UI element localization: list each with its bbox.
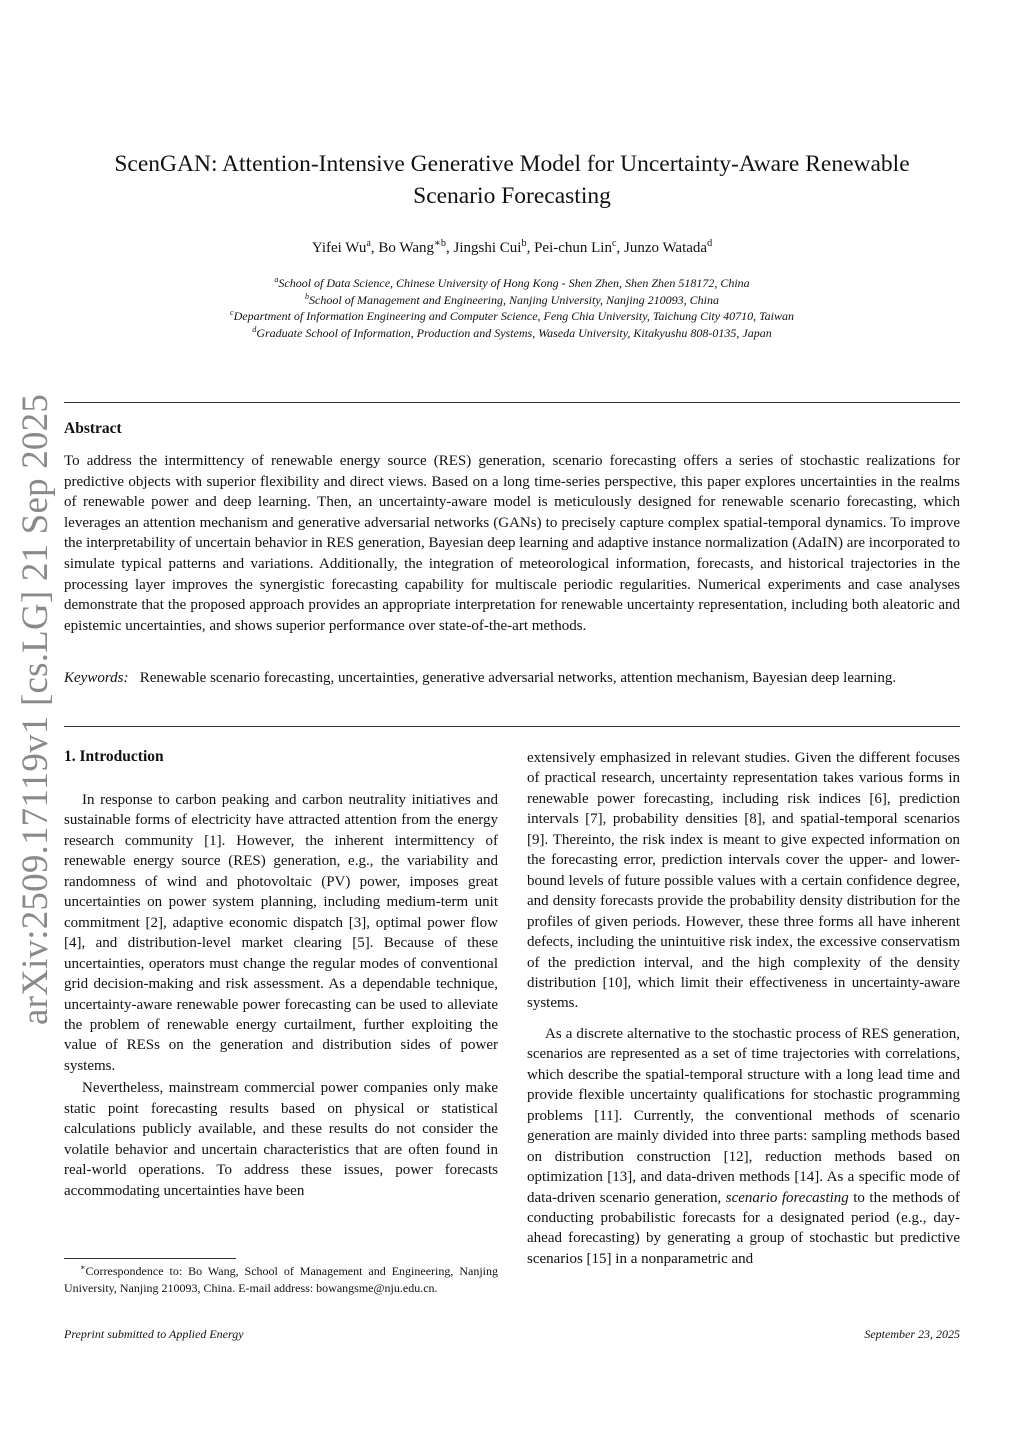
affiliation-list xyxy=(80,275,944,341)
emphasis-scenario-forecasting: scenario forecasting xyxy=(725,1189,849,1206)
abstract-text: To address the intermittency of renewable energy source (RES) generation, scenario forecasting offers a series of stochastic realizations for predictive objects with superior flexibility and direct views. Based on a long time-series perspective, this paper explores uncertainties in the realms of renewable power and deep learning. Then, an uncertainty-aware model is meticulously designed for renewable scenario forecasting, which leverages an attention mechanism and generative adversarial networks (GANs) to precisely capture complex spatial-temporal dynamics. To improve the interpretability of uncertain behavior in RES generation, Bayesian deep learning and adaptive instance normalization (AdaIN) are incorporated to simulate typical patterns and variations. Additionally, the integration of meteorological information, forecasts, and historical trajectories in the processing layer improves the synergistic forecasting capability for multiscale periodic regularities. Numerical experiments and case analyses demonstrate that the proposed approach provides an appropriate interpretation for renewable uncertainty representation, including both aleatoric and epistemic uncertainties, and shows superior performance over state-of-the-art methods. xyxy=(64,453,960,634)
author: Yifei Wu$^a$, xyxy=(311,238,379,256)
keywords xyxy=(64,668,960,689)
affiliation: $^d$Graduate School of Information, Production and Systems, Waseda University, Kitakyushu 808-0135, Japan xyxy=(252,324,772,340)
title-line-1: ScenGAN: Attention-Intensive Generative Model for Uncertainty-Aware Renewable xyxy=(114,151,910,177)
author: Pei-chun Lin$^c$, xyxy=(534,238,624,256)
correspondence-footnote: ∗Correspondence to: Bo Wang, School of Management and Engineering, Nanjing University, Nanjing 210093, China. E-mail address: bowangsme@nju.edu.cn. xyxy=(64,1263,498,1295)
author: Jingshi Cui$^b$, xyxy=(453,238,535,256)
affiliation: $^c$Department of Information Engineering and Computer Science, Feng Chia University, Taichung City 40710, Taiwan xyxy=(229,308,795,323)
paper-title xyxy=(80,148,944,212)
footer-preprint: Preprint submitted to Applied Energy xyxy=(64,1327,244,1341)
author: Bo Wang$^{∗b}$, xyxy=(378,238,454,256)
abstract-top-rule xyxy=(64,402,960,403)
abstract-heading: Abstract xyxy=(64,420,122,437)
intro-paragraph-1: In response to carbon peaking and carbon neutrality initiatives and sustainable forms of electricity have attracted attention from the energy research community [1]. However, the inherent intermittency of renewable energy source (RES) generation, e.g., the variability and randomness of wind and photovoltaic (PV) power, imposes great uncertainties on power system planning, including medium-term unit commitment [2], adaptive economic dispatch [3], optimal power flow [4], and distribution-level market clearing [5]. Because of these uncertainties, operators must change the regular modes of conventional grid decision-making and risk assessment. As a dependable technique, uncertainty-aware renewable power forecasting can be used to alleviate the problem of renewable energy curtailment, further exploiting the value of RESs on the generation and distribution sides of power systems. xyxy=(64,792,498,1074)
title-line-2: Scenario Forecasting xyxy=(413,183,611,209)
keywords-label: Keywords: xyxy=(64,670,129,686)
footer-date: September 23, 2025 xyxy=(864,1327,960,1341)
intro-paragraph-3: extensively emphasized in relevant studies. Given the different focuses of practical research, uncertainty representation takes various forms in renewable power forecasting, including risk indices [6], prediction intervals [7], probability densities [8], and spatial-temporal scenarios [9]. Thereinto, the risk index is meant to give expected information on the forecasting error, prediction intervals cover the upper- and lower-bound levels of future possible values with a certain confidence degree, and density forecasts provide the probability density distribution for the profiles of given periods. However, these three forms all have inherent defects, including the unintuitive risk index, the excessive conservatism of the prediction interval, and the high complexity of the density distribution [10], which limit their effectiveness in uncertainty-aware systems. xyxy=(527,750,960,1012)
keywords-text: Renewable scenario forecasting, uncertainties, generative adversarial networks, attention mechanism, Bayesian deep learning. xyxy=(139,670,897,686)
abstract-bottom-rule xyxy=(64,726,960,727)
intro-paragraph-4: As a discrete alternative to the stochastic process of RES generation, scenarios are represented as a set of time trajectories with correlations, which describe the spatial-temporal structure with a long lead time and provide flexible uncertainty qualifications for stochastic programming problems [11]. Currently, the conventional methods of scenario generation are mainly divided into three parts: sampling methods based on distribution construction [12], reduction methods based on optimization [13], and data-driven methods [14]. As a specific mode of data-driven scenario generation, scenario forecasting to the methods of conducting probabilistic forecasts for a designated period (e.g., day-ahead forecasting) by generating a group of stochastic but predictive scenarios [15] in a nonparametric and xyxy=(527,1025,960,1267)
affiliation: $^b$School of Management and Engineering, Nanjing University, Nanjing 210093, China xyxy=(304,291,720,307)
footnote-rule xyxy=(64,1258,236,1259)
intro-paragraph-2: Nevertheless, mainstream commercial power companies only make static point forecasting results based on physical or statistical calculations publicly available, and these results do not consider the volatile behavior and uncertain characteristics that are often found in real-world operations. To address these issues, power forecasts accommodating uncertainties have been xyxy=(64,1080,498,1199)
section-heading-introduction: 1. Introduction xyxy=(64,748,164,765)
arxiv-watermark: arXiv:2509.17119v1 [cs.LG] 21 Sep 2025 xyxy=(15,393,56,1025)
author: Junzo Watada$^d$ xyxy=(624,238,713,256)
affiliation: $^a$School of Data Science, Chinese University of Hong Kong - Shen Zhen, Shen Zhen 518172, China xyxy=(274,275,750,290)
right-column xyxy=(527,748,960,1269)
left-column xyxy=(64,746,498,1201)
author-list xyxy=(80,238,944,258)
